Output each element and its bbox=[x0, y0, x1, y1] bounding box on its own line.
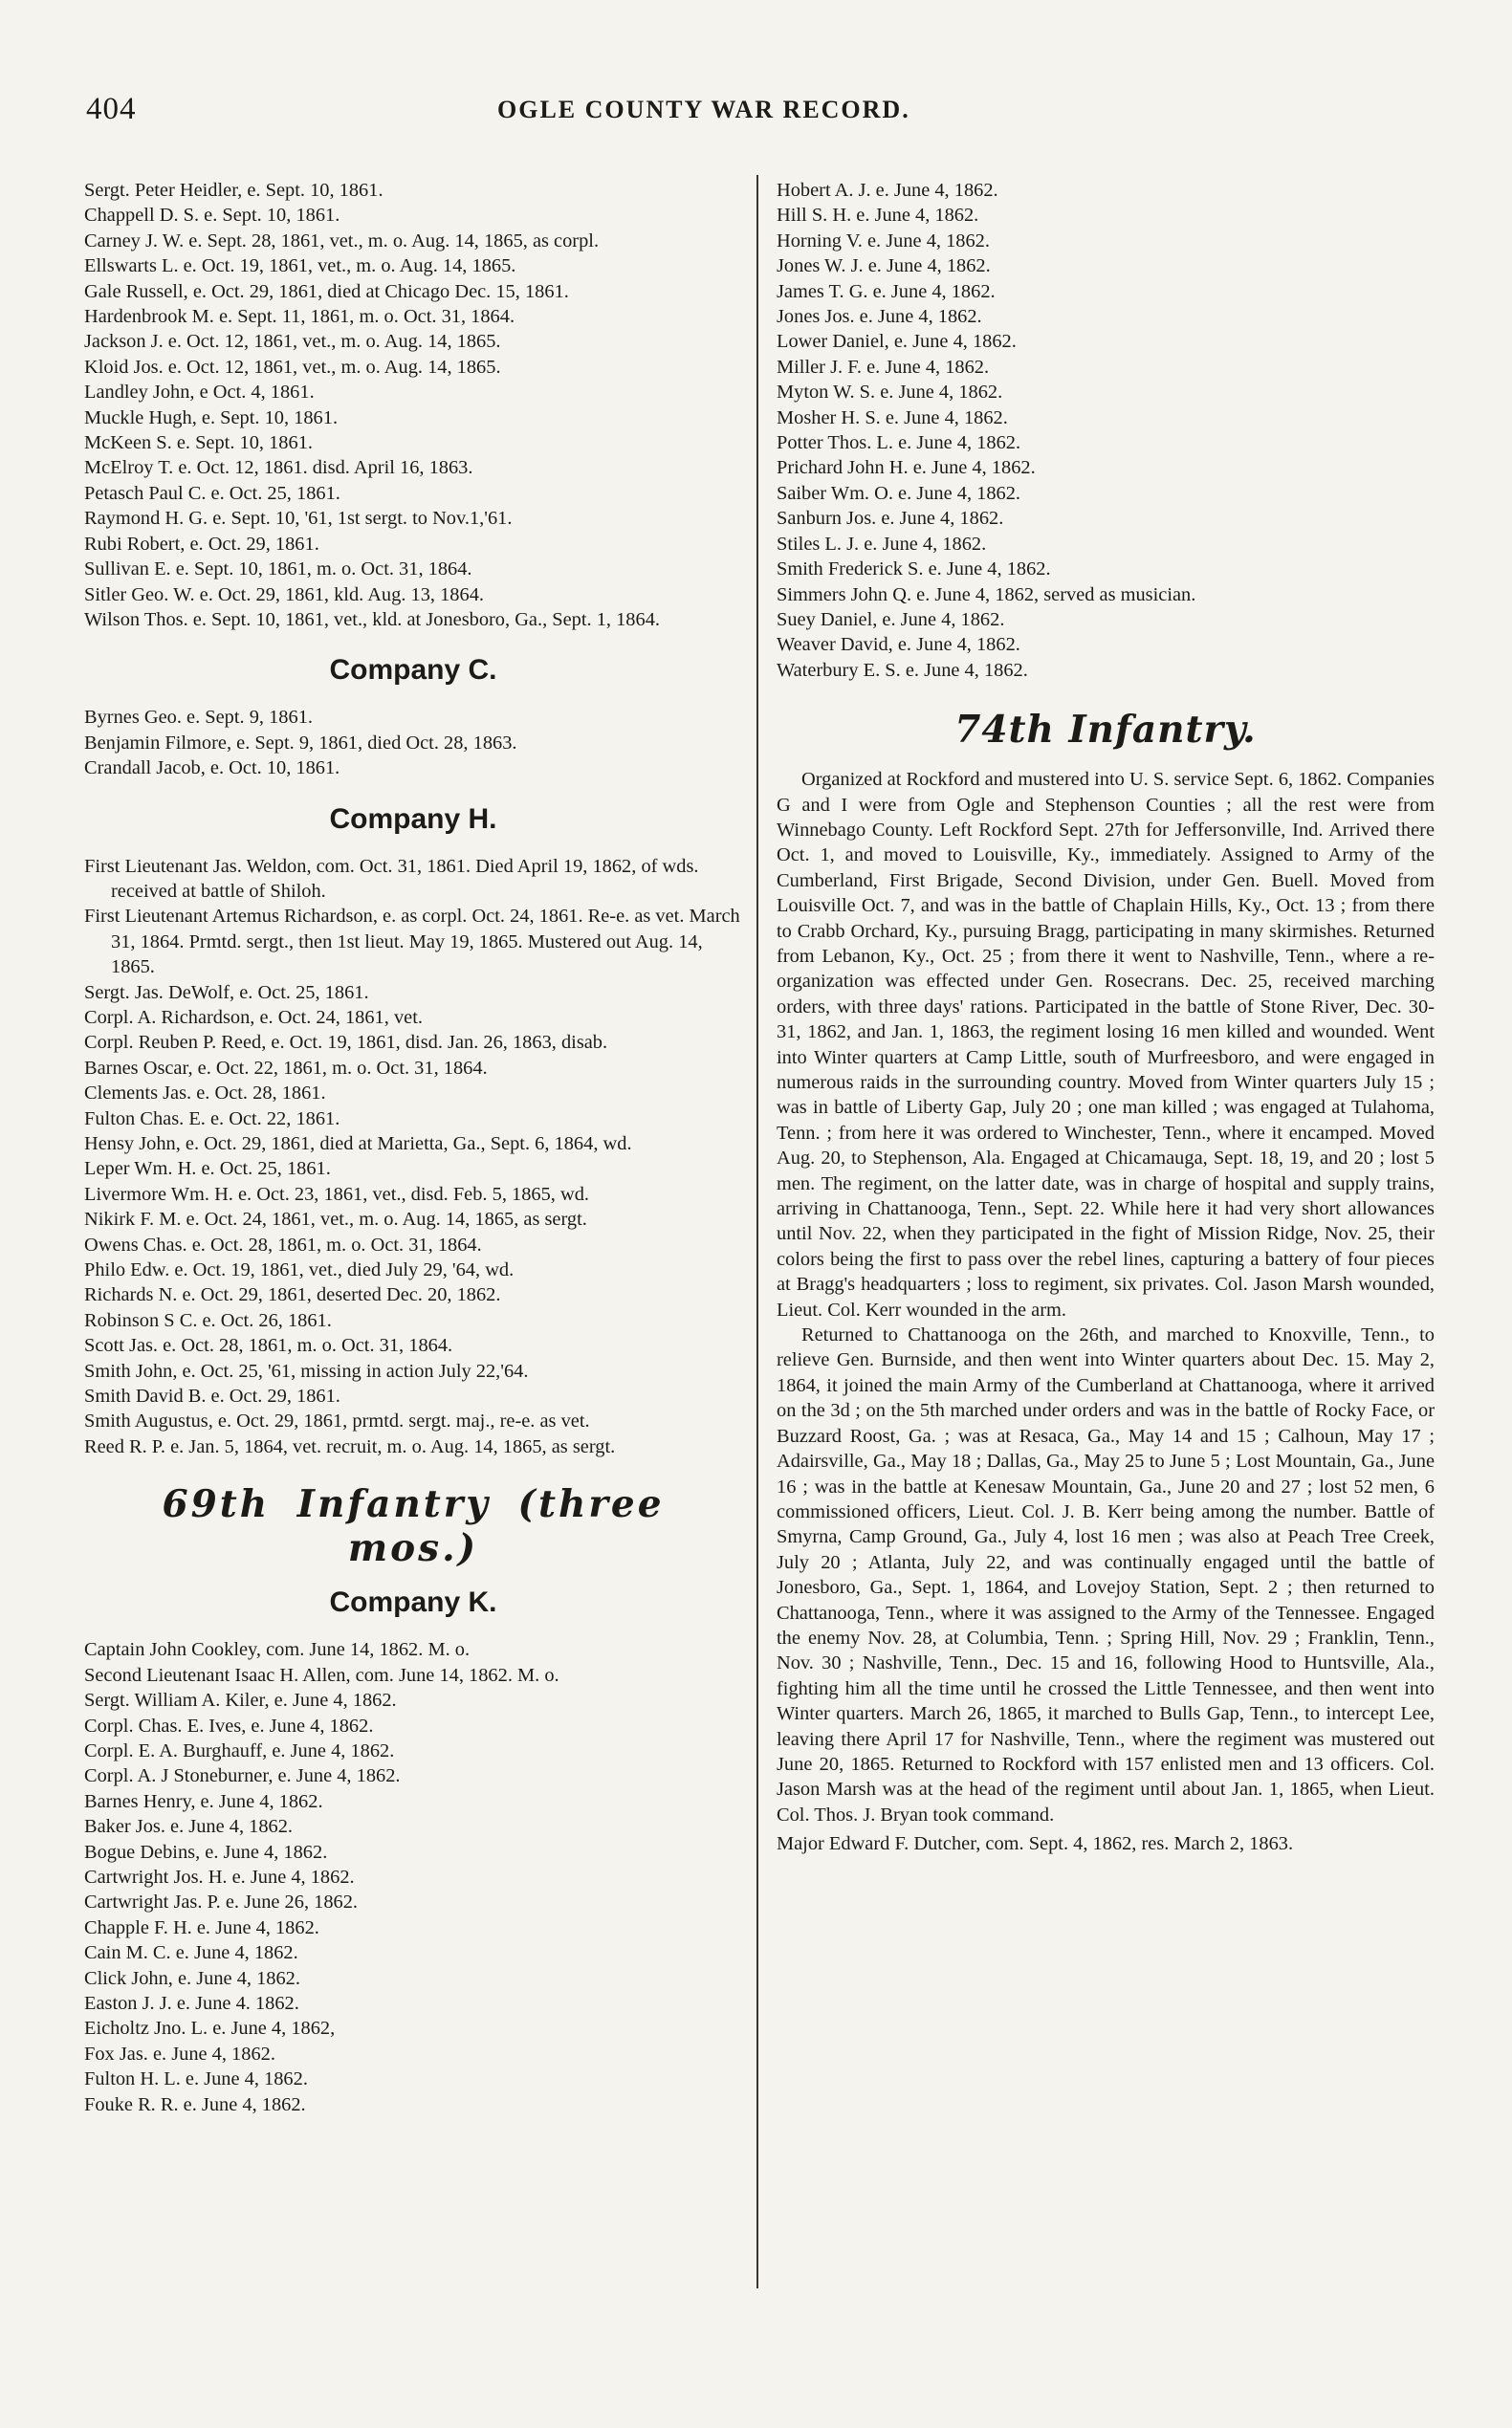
page-number: 404 bbox=[86, 92, 137, 126]
roster-entry: Sullivan E. e. Sept. 10, 1861, m. o. Oct. 31, 1864. bbox=[84, 558, 472, 580]
roster-entry: Wilson Thos. e. Sept. 10, 1861, vet., kld. at Jonesboro, Ga., Sept. 1, 1864. bbox=[84, 608, 660, 630]
roster-entry: Click John, e. June 4, 1862. bbox=[84, 1967, 300, 1989]
infantry-74-heading: 74th Infantry. bbox=[954, 708, 1257, 753]
company-k-heading: Company K. bbox=[329, 1586, 497, 1619]
roster-entry: Stiles L. J. e. June 4, 1862. bbox=[777, 533, 987, 555]
roster-entry: Eicholtz Jno. L. e. June 4, 1862, bbox=[84, 2018, 336, 2040]
roster-entry: Chapple F. H. e. June 4, 1862. bbox=[84, 1916, 319, 1938]
roster-entry: Waterbury E. S. e. June 4, 1862. bbox=[777, 659, 1028, 681]
roster-entry: Fulton H. L. e. June 4, 1862. bbox=[84, 2068, 308, 2090]
company-h-heading: Company H. bbox=[329, 802, 497, 835]
company-h-roster bbox=[84, 854, 742, 1460]
roster-entry: Second Lieutenant Isaac H. Allen, com. June 14, 1862. M. o. bbox=[84, 1664, 559, 1686]
roster-entry: Horning V. e. June 4, 1862. bbox=[777, 230, 990, 252]
roster-entry: Cartwright Jas. P. e. June 26, 1862. bbox=[84, 1892, 359, 1914]
roster-entry: Carney J. W. e. Sept. 28, 1861, vet., m. o. Aug. 14, 1865, as corpl. bbox=[84, 230, 600, 252]
roster-entry: Smith John, e. Oct. 25, '61, missing in action July 22,'64. bbox=[84, 1360, 529, 1382]
column-divider bbox=[756, 175, 758, 2288]
roster-entry: Sergt. William A. Kiler, e. June 4, 1862. bbox=[84, 1690, 397, 1712]
roster-entry: Livermore Wm. H. e. Oct. 23, 1861, vet., disd. Feb. 5, 1865, wd. bbox=[84, 1183, 590, 1205]
roster-entry: Hensy John, e. Oct. 29, 1861, died at Marietta, Ga., Sept. 6, 1864, wd. bbox=[84, 1133, 632, 1154]
roster-entry: James T. G. e. June 4, 1862. bbox=[777, 280, 996, 302]
roster-entry: Baker Jos. e. June 4, 1862. bbox=[84, 1816, 294, 1838]
roster-entry: Corpl. E. A. Burghauff, e. June 4, 1862. bbox=[84, 1739, 395, 1761]
roster-entry: Cartwright Jos. H. e. June 4, 1862. bbox=[84, 1866, 355, 1888]
roster-entry: Mosher H. S. e. June 4, 1862. bbox=[777, 406, 1008, 428]
roster-entry: Fouke R. R. e. June 4, 1862. bbox=[84, 2093, 306, 2115]
roster-entry: Philo Edw. e. Oct. 19, 1861, vet., died July 29, '64, wd. bbox=[84, 1259, 515, 1281]
company-k-roster bbox=[84, 1637, 742, 2117]
roster-entry: First Lieutenant Jas. Weldon, com. Oct. 31, 1861. Died April 19, 1862, of wds. received at battle of Shiloh. bbox=[84, 855, 699, 902]
roster-entry: Barnes Henry, e. June 4, 1862. bbox=[84, 1790, 323, 1812]
roster-entry: Smith David B. e. Oct. 29, 1861. bbox=[84, 1386, 340, 1408]
roster-entry: Nikirk F. M. e. Oct. 24, 1861, vet., m. o. Aug. 14, 1865, as sergt. bbox=[84, 1209, 587, 1231]
right-column bbox=[777, 178, 1435, 1857]
roster-entry: Benjamin Filmore, e. Sept. 9, 1861, died Oct. 28, 1863. bbox=[84, 732, 517, 754]
roster-entry: Corpl. Chas. E. Ives, e. June 4, 1862. bbox=[84, 1715, 374, 1737]
roster-entry: Clements Jas. e. Oct. 28, 1861. bbox=[84, 1083, 326, 1105]
roster-entry: Hill S. H. e. June 4, 1862. bbox=[777, 205, 979, 227]
roster-entry: Hobert A. J. e. June 4, 1862. bbox=[777, 180, 998, 201]
infantry-74-history bbox=[777, 767, 1435, 1827]
roster-entry: Jones Jos. e. June 4, 1862. bbox=[777, 306, 982, 328]
roster-entry: Muckle Hugh, e. Sept. 10, 1861. bbox=[84, 406, 339, 428]
roster-entry: Saiber Wm. O. e. June 4, 1862. bbox=[777, 482, 1021, 504]
infantry-69-heading: 69th Infantry (three mos.) bbox=[162, 1482, 665, 1571]
roster-entry: Smith Frederick S. e. June 4, 1862. bbox=[777, 558, 1051, 580]
company-c-heading: Company C. bbox=[329, 654, 497, 687]
roster-entry: Suey Daniel, e. June 4, 1862. bbox=[777, 608, 1005, 630]
roster-entry: Captain John Cookley, com. June 14, 1862. M. o. bbox=[84, 1639, 471, 1661]
roster-entry: Kloid Jos. e. Oct. 12, 1861, vet., m. o. Aug. 14, 1865. bbox=[84, 356, 501, 378]
roster-entry: Corpl. A. Richardson, e. Oct. 24, 1861, vet. bbox=[84, 1006, 423, 1028]
roster-entry: Cain M. C. e. June 4, 1862. bbox=[84, 1942, 298, 1964]
roster-entry: McKeen S. e. Sept. 10, 1861. bbox=[84, 432, 313, 454]
roster-entry: Raymond H. G. e. Sept. 10, '61, 1st sergt. to Nov.1,'61. bbox=[84, 508, 513, 530]
roster-entry: Prichard John H. e. June 4, 1862. bbox=[777, 457, 1036, 479]
roster-entry: Landley John, e Oct. 4, 1861. bbox=[84, 382, 315, 404]
roster-entry: Jackson J. e. Oct. 12, 1861, vet., m. o. Aug. 14, 1865. bbox=[84, 331, 501, 353]
roster-entry: Petasch Paul C. e. Oct. 25, 1861. bbox=[84, 482, 340, 504]
roster-entry: Owens Chas. e. Oct. 28, 1861, m. o. Oct. 31, 1864. bbox=[84, 1234, 482, 1256]
roster-entry: Scott Jas. e. Oct. 28, 1861, m. o. Oct. 31, 1864. bbox=[84, 1335, 453, 1357]
roster-entry: Smith Augustus, e. Oct. 29, 1861, prmtd. sergt. maj., re-e. as vet. bbox=[84, 1411, 590, 1433]
roster-entry: Jones W. J. e. June 4, 1862. bbox=[777, 255, 991, 277]
roster-entry: Easton J. J. e. June 4. 1862. bbox=[84, 1992, 299, 2014]
left-column bbox=[84, 178, 742, 2117]
final-entry: Major Edward F. Dutcher, com. Sept. 4, 1862, res. March 2, 1863. bbox=[777, 1833, 1294, 1855]
company-c-roster bbox=[84, 705, 742, 780]
roster-entry: Fulton Chas. E. e. Oct. 22, 1861. bbox=[84, 1107, 340, 1129]
roster-entry: Sitler Geo. W. e. Oct. 29, 1861, kld. Aug. 13, 1864. bbox=[84, 583, 484, 605]
roster-entry: Byrnes Geo. e. Sept. 9, 1861. bbox=[84, 707, 313, 729]
roster-entry: Sanburn Jos. e. June 4, 1862. bbox=[777, 508, 1004, 530]
company-k-roster-continued bbox=[777, 178, 1435, 683]
history-paragraph: Organized at Rockford and mustered into U. S. service Sept. 6, 1862. Companies G and I were from Ogle and Stephenson Counties ; all the rest were from Winnebago County. Left Rockford Sept. 27th for Jeffersonville, Ind. Arrived there Oct. 1, and moved to Louisville, Ky., immediately. Assigned to Army of the Cumberland, First Brigade, Second Division, under Gen. Buell. Moved from Louisville Oct. 7, and was in the battle of Chaplain Hills, Ky., Oct. 13 ; from there to Crabb Orchard, Ky., pursuing Bragg, participating in many skirmishes. Returned from Lebanon, Ky., Oct. 25 ; from there it went to Nashville, Tenn., where a re-organization was effected under Gen. Rosecrans. Dec. 25, received marching orders, with three days' rations. Participated in the battle of Stone River, Dec. 30-31, 1862, and Jan. 1, 1863, the regiment losing 16 men killed and wounded. Went into Winter quarters at Camp Little, south of Murfreesboro, and were engaged in numerous raids in the surrounding country. Moved from Winter quarters July 15 ; was in battle of Liberty Gap, July 20 ; one man killed ; was engaged at Tulahoma, Tenn. ; from here it was ordered to Winchester, Tenn., where it encamped. Moved Aug. 20, to Stephenson, Ala. Engaged at Chicamauga, Sept. 18, 19, and 20 ; lost 5 men. The regiment, on the latter date, was in charge of hospital and supply trains, arriving in Chattanooga, Tenn., Sept. 22. While here it had very short allowances until Nov. 22, when they participated in the fight of Mission Ridge, Nov. 25, their colors being the first to pass over the rebel lines, capturing a battery of four pieces at Bragg's headquarters ; loss to regiment, six privates. Col. Jason Marsh wounded, Lieut. Col. Kerr wounded in the arm. bbox=[777, 769, 1435, 1321]
roster-entry: Weaver David, e. June 4, 1862. bbox=[777, 634, 1020, 656]
roster-entry: Simmers John Q. e. June 4, 1862, served as musician. bbox=[777, 583, 1196, 605]
roster-entry: Gale Russell, e. Oct. 29, 1861, died at Chicago Dec. 15, 1861. bbox=[84, 280, 569, 302]
roster-entry: Richards N. e. Oct. 29, 1861, deserted Dec. 20, 1862. bbox=[84, 1284, 501, 1306]
roster-entry: Sergt. Jas. DeWolf, e. Oct. 25, 1861. bbox=[84, 981, 369, 1003]
roster-entry: Reed R. P. e. Jan. 5, 1864, vet. recruit, m. o. Aug. 14, 1865, as sergt. bbox=[84, 1435, 616, 1457]
roster-entry: Sergt. Peter Heidler, e. Sept. 10, 1861. bbox=[84, 180, 383, 201]
roster-entry: Crandall Jacob, e. Oct. 10, 1861. bbox=[84, 757, 340, 779]
roster-entry: Corpl. A. J Stoneburner, e. June 4, 1862. bbox=[84, 1765, 401, 1787]
roster-entry: Hardenbrook M. e. Sept. 11, 1861, m. o. Oct. 31, 1864. bbox=[84, 306, 515, 328]
roster-entry: Ellswarts L. e. Oct. 19, 1861, vet., m. o. Aug. 14, 1865. bbox=[84, 255, 516, 277]
roster-entry: Bogue Debins, e. June 4, 1862. bbox=[84, 1841, 328, 1863]
roster-entry: Corpl. Reuben P. Reed, e. Oct. 19, 1861, disd. Jan. 26, 1863, disab. bbox=[84, 1032, 608, 1054]
history-paragraph: Returned to Chattanooga on the 26th, and marched to Knoxville, Tenn., to relieve Gen. Burnside, and then went into Winter quarters about Dec. 15. May 2, 1864, it joined the main Army of the Cumberland at Chattanooga, where it arrived on the 3d ; on the 5th marched under orders and was in the battle of Rocky Face, or Buzzard Roost, Ga. ; was at Resaca, Ga., May 14 and 15 ; Calhoun, May 17 ; Adairsville, Ga., May 18 ; Dallas, Ga., May 25 to June 5 ; Lost Mountain, Ga., June 16 ; was in the battle at Kenesaw Mountain, Ga., June 20 and 27 ; lost 52 men, 6 commissioned officers, Lieut. Col. J. B. Kerr being among the number. Battle of Smyrna, Camp Ground, Ga., July 4, lost 16 men ; was also at Peach Tree Creek, July 20 ; Atlanta, July 22, and was continually engaged until the battle of Jonesboro, Ga., Sept. 1, 1864, and Lovejoy Station, Sept. 2 ; then returned to Chattanooga, Tenn., where it was assigned to the Army of the Tennessee. Engaged the enemy Nov. 28, at Columbia, Tenn. ; Spring Hill, Nov. 29 ; Franklin, Tenn., Nov. 30 ; Nashville, Tenn., Dec. 15 and 16, following Hood to Huntsville, Ala., fighting him all the time until he crossed the Little Tennessee, and then went into Winter quarters. March 26, 1865, it marched to Bulls Gap, Tenn., to intercept Lee, leaving there April 17 for Nashville, Tenn., where the regiment was mustered out June 20, 1865. Returned to Rockford with 157 enlisted men and 13 officers. Col. Jason Marsh was at the head of the regiment until about Jan. 1, 1865, when Lieut. Col. Thos. J. Bryan took command. bbox=[777, 1324, 1435, 1826]
roster-entry: Myton W. S. e. June 4, 1862. bbox=[777, 382, 1003, 404]
roster-entry: Lower Daniel, e. June 4, 1862. bbox=[777, 331, 1017, 353]
roster-entry: Miller J. F. e. June 4, 1862. bbox=[777, 356, 990, 378]
roster-entry: McElroy T. e. Oct. 12, 1861. disd. April 16, 1863. bbox=[84, 457, 473, 479]
roster-entry: First Lieutenant Artemus Richardson, e. as corpl. Oct. 24, 1861. Re-e. as vet. March 31, 1864. Prmtd. sergt., then 1st lieut. May 19, 1865. Mustered out Aug. 14, 1865. bbox=[84, 906, 740, 978]
roster-entry: Rubi Robert, e. Oct. 29, 1861. bbox=[84, 533, 319, 555]
roster-entry: Chappell D. S. e. Sept. 10, 1861. bbox=[84, 205, 340, 227]
roster-continued bbox=[84, 178, 742, 632]
roster-entry: Barnes Oscar, e. Oct. 22, 1861, m. o. Oct. 31, 1864. bbox=[84, 1057, 488, 1079]
roster-entry: Fox Jas. e. June 4, 1862. bbox=[84, 2043, 275, 2065]
roster-entry: Potter Thos. L. e. June 4, 1862. bbox=[777, 432, 1021, 454]
running-title: OGLE COUNTY WAR RECORD. bbox=[497, 96, 910, 123]
roster-entry: Leper Wm. H. e. Oct. 25, 1861. bbox=[84, 1158, 331, 1180]
roster-entry: Robinson S C. e. Oct. 26, 1861. bbox=[84, 1309, 332, 1331]
